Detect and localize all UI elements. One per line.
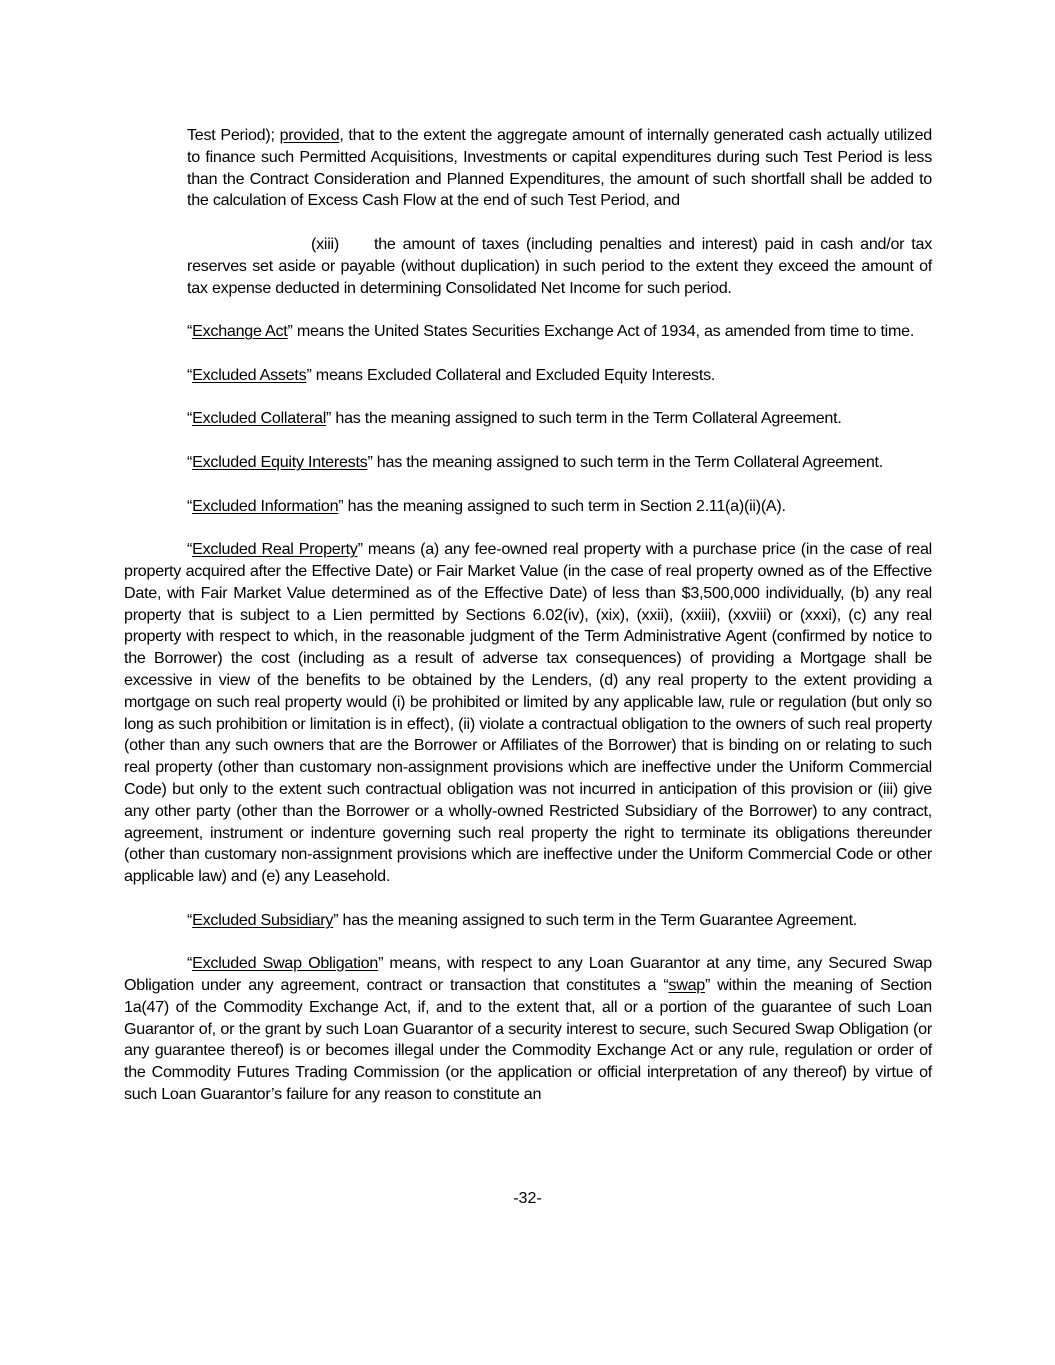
open-quote: “ — [187, 365, 193, 384]
paragraph-continuation — [124, 125, 932, 212]
defined-term: Exchange Act — [192, 322, 288, 341]
definition-excluded-equity-interests — [124, 452, 932, 474]
definition-text: means (a) any fee-owned real property with a purchase price (in the case of real property acquired after the Effective Date) or Fair Market Value (in the case of real property owned as of the Effective Date, with Fair Market Value determined as of the Effective Date) of less than $3,500,000 individually, (b) any real property that is subject to a Lien permitted by Sections 6.02(iv), (xix), (xxii), (xxiii), (xxviii) or (xxxi), (c) any real property with respect to which, in the reasonable judgment of the Term Administrative Agent (confirmed by notice to the Borrower) the cost (including as a result of adverse tax consequences) of providing a Mortgage shall be excessive in view of the benefits to be obtained by the Lenders, (d) any real property to the extent providing a mortgage on such real property would (i) be prohibited or limited by any applicable law, rule or regulation (but only so long as such prohibition or limitation is in effect), (ii) violate a contractual obligation to the owners of such real property (other than any such owners that are the Borrower or Affiliates of the Borrower) that is binding on or relating to such real property (other than customary non-assignment provisions which are ineffective under the Uniform Commercial Code) but only to the extent such contractual obligation was not incurred in anticipation of this provision or (iii) give any other party (other than the Borrower or a wholly-owned Restricted Subsidiary of the Borrower) to any contract, agreement, instrument or indenture governing such real property the right to terminate its obligations thereunder (other than customary non-assignment provisions which are ineffective under the Uniform Commercial Code or other applicable law) and (e) any Leasehold. — [124, 540, 932, 886]
document-body — [124, 125, 932, 1128]
close-quote: ” — [357, 540, 363, 559]
swap-term: swap — [668, 976, 705, 995]
definition-text: has the meaning assigned to such term in the Term Guarantee Agreement. — [338, 910, 858, 929]
definition-text: means the United States Securities Exchange Act of 1934, as amended from time to time. — [292, 322, 915, 341]
close-quote: ” — [326, 409, 332, 428]
open-quote: “ — [663, 976, 669, 995]
defined-term: Excluded Equity Interests — [192, 452, 368, 471]
paragraph-text: , that to the extent the aggregate amount of internally generated cash actually utilized to finance such Permitted Acquisitions, Investments or capital expenditures during such Test Period is less than the Contract Consideration and Planned Expenditures, the amount of such shortfall shall be added to the calculation of Excess Cash Flow at the end of such Test Period, and — [187, 126, 932, 210]
defined-term: Excluded Collateral — [192, 409, 327, 428]
close-quote: ” — [333, 910, 339, 929]
open-quote: “ — [187, 452, 193, 471]
defined-term: Excluded Subsidiary — [192, 910, 334, 929]
close-quote: ” — [287, 322, 293, 341]
close-quote: ” — [306, 365, 312, 384]
clause-number: (xiii) — [311, 234, 339, 253]
definition-excluded-real-property — [124, 539, 932, 888]
close-quote: ” — [367, 452, 373, 471]
open-quote: “ — [187, 954, 193, 973]
close-quote: ” — [378, 954, 384, 973]
close-quote: ” — [705, 976, 711, 995]
open-quote: “ — [187, 910, 193, 929]
paragraph-text: Test Period); — [187, 126, 280, 144]
definition-exchange-act — [124, 321, 932, 343]
close-quote: ” — [338, 496, 344, 515]
open-quote: “ — [187, 322, 193, 341]
open-quote: “ — [187, 496, 193, 515]
definition-text: means Excluded Collateral and Excluded Equity Interests. — [311, 365, 716, 384]
definition-excluded-information — [124, 496, 932, 518]
definition-excluded-collateral — [124, 408, 932, 430]
defined-term: Excluded Assets — [192, 365, 307, 384]
defined-term: Excluded Swap Obligation — [192, 954, 379, 973]
page-number: -32- — [513, 1189, 542, 1207]
defined-term: Excluded Real Property — [192, 540, 358, 559]
provided-term: provided — [279, 126, 340, 144]
definition-text: has the meaning assigned to such term in Section 2.11(a)(ii)(A). — [343, 496, 786, 515]
open-quote: “ — [187, 409, 193, 428]
definition-excluded-swap-obligation — [124, 953, 932, 1106]
definition-excluded-assets — [124, 365, 932, 387]
definition-text: has the meaning assigned to such term in the Term Collateral Agreement. — [372, 452, 883, 471]
open-quote: “ — [187, 540, 193, 559]
defined-term: Excluded Information — [192, 496, 339, 515]
clause-xiii — [124, 234, 932, 299]
definition-text: means, with respect to any Loan Guarantor at any time, any Secured Swap Obligation under any agreement, contract or transaction that constitutes a — [124, 954, 932, 995]
definition-text: has the meaning assigned to such term in the Term Collateral Agreement. — [331, 409, 842, 428]
clause-text: the amount of taxes (including penalties and interest) paid in cash and/or tax reserves set aside or payable (without duplication) in such period to the extent they exceed the amount of tax expense deducted in determining Consolidated Net Income for such period. — [187, 234, 932, 297]
definition-excluded-subsidiary — [124, 910, 932, 932]
definition-text: within the meaning of Section 1a(47) of the Commodity Exchange Act, if, and to the extent that, all or a portion of the guarantee of such Loan Guarantor of, or the grant by such Loan Guarantor of a security interest to secure, such Secured Swap Obligation (or any guarantee thereof) is or becomes illegal under the Commodity Exchange Act or any rule, regulation or order of the Commodity Futures Trading Commission (or the application or official interpretation of any thereof) by virtue of such Loan Guarantor’s failure for any reason to constitute an — [124, 976, 932, 1104]
